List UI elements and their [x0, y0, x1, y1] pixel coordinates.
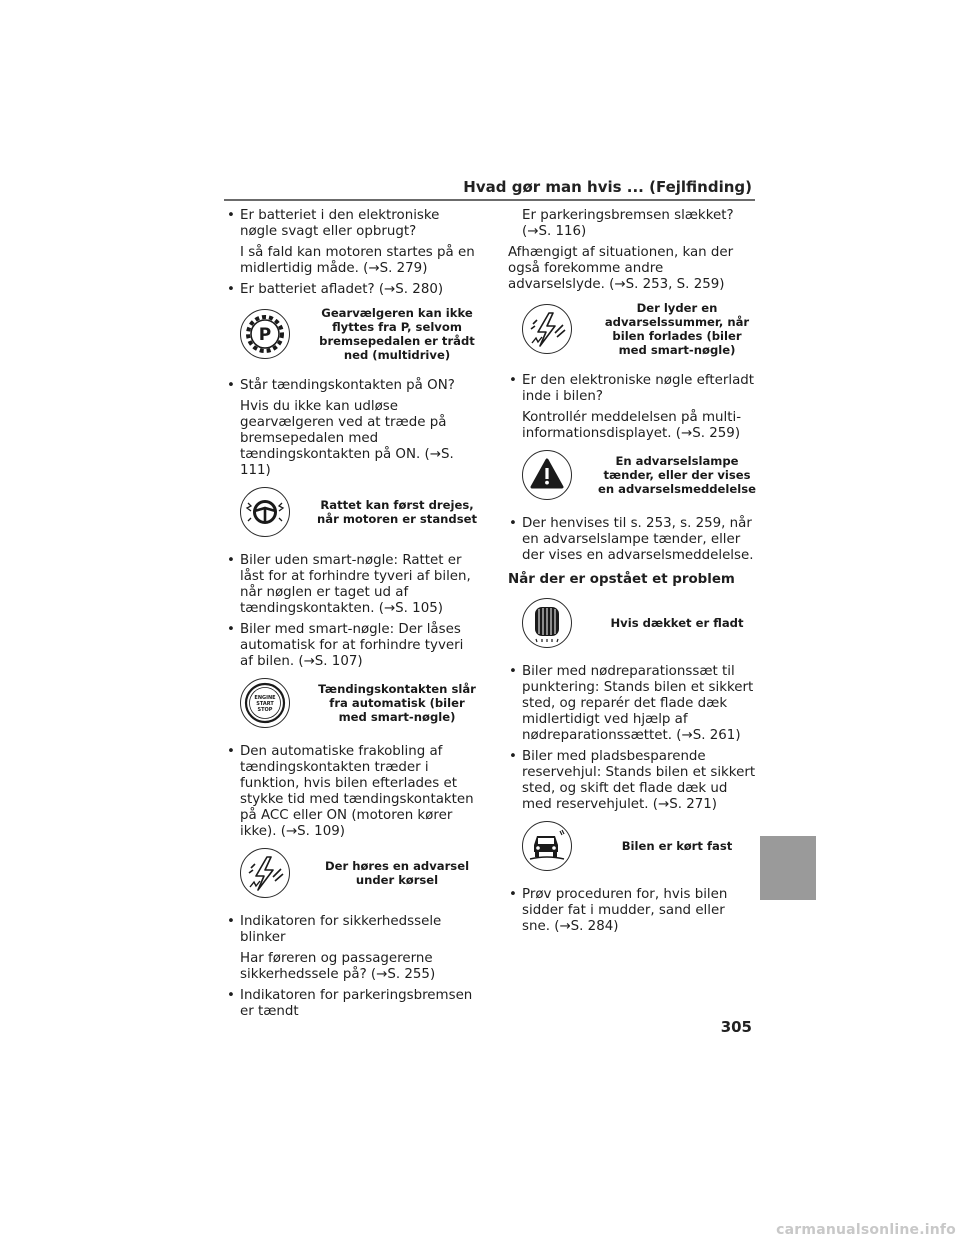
icon-row [508, 598, 756, 648]
icon-caption: Tændingskontakten slår fra automatisk (biler med smart-nøgle) [318, 682, 476, 724]
watermark: carmanualsonline.info [776, 1222, 956, 1238]
bullet-item: • Biler med pladsbesparende reservehjul: Stands bilen et sikkert sted, og skift det flade dæk ud med reservehjulet. (→S. 271) [509, 749, 756, 812]
bullet-item: • Biler med smart-nøgle: Der låses automatisk for at forhindre tyveri af bilen. (→S. 107) [227, 622, 464, 669]
bullet-item: • Prøv proceduren for, hvis bilen sidder fat i mudder, sand eller sne. (→S. 284) [509, 887, 728, 934]
bullet-item: • Står tændingskontakten på ON? [227, 378, 455, 393]
icon-row [226, 848, 478, 898]
engine-btn-text: ENGINE [254, 695, 276, 701]
page-header: Hvad gør man hvis ... (Fejlfinding) [463, 178, 752, 196]
chapter-tab [760, 836, 816, 900]
bullet-subtext: I så fald kan motoren startes på en midlertidig måde. (→S. 279) [240, 245, 475, 276]
page-number: 305 [720, 1018, 752, 1036]
icon-row [508, 301, 756, 357]
stuck-car-icon [522, 821, 572, 871]
bullet-subtext: Kontrollér meddelelsen på multi-informationsdisplayet. (→S. 259) [522, 410, 742, 441]
icon-caption: Der lyder en advarselssummer, når bilen forlades (biler med smart-nøgle) [604, 301, 750, 357]
icon-row [226, 306, 478, 362]
icon-caption: Gearvælgeren kan ikke flyttes fra P, selvom bremsepedalen er trådt ned (multidrive) [319, 306, 475, 362]
engine-start-stop-icon [240, 678, 290, 728]
bullet-item: • Biler uden smart-nøgle: Rattet er låst for at forhindre tyveri af bilen, når nøglen er taget ud af tændingskontakten. (→S. 105) [227, 553, 471, 616]
icon-caption: Rattet kan først drejes, når motoren er standset [317, 498, 477, 526]
header-divider [224, 199, 755, 201]
warning-buzzer-icon [240, 848, 290, 898]
bullet-item: • Er batteriet afladet? (→S. 280) [227, 282, 444, 297]
right-column [508, 208, 756, 940]
icon-row [508, 821, 756, 871]
left-column [226, 208, 478, 1025]
bullet-subtext: Har føreren og passagererne sikkerhedssele på? (→S. 255) [240, 951, 436, 982]
bullet-item: • Biler med nødreparationssæt til punktering: Stands bilen et sikkert sted, og reparér det flade dæk midlertidigt ved hjælp af nødreparationssættet. (→S. 261) [509, 664, 754, 743]
bullet-item: • Indikatoren for sikkerhedssele blinker [227, 914, 442, 945]
flat-tire-icon [522, 598, 572, 648]
icon-row [226, 678, 478, 728]
icon-row [508, 450, 756, 500]
engine-btn-text: START [256, 701, 274, 707]
section-heading: Når der er opstået et problem [508, 572, 735, 587]
warning-triangle-icon [522, 450, 572, 500]
bullet-item: • Der henvises til s. 253, s. 259, når en advarselslampe tænder, eller der vises en advarselsmeddelelse. [509, 516, 754, 563]
bullet-item: • Indikatoren for parkeringsbremsen er tændt [227, 988, 473, 1019]
icon-caption: En advarselslampe tænder, eller der vises en advarselsmeddelelse [598, 454, 756, 496]
bullet-subtext: Hvis du ikke kan udløse gearvælgeren ved at træde på bremsepedalen med tændingskontakten på ON. (→S. 111) [240, 399, 454, 478]
icon-row [226, 487, 478, 537]
continued-text: Er parkeringsbremsen slækket? (→S. 116) [522, 208, 734, 239]
steering-lock-icon [240, 487, 290, 537]
engine-btn-text: STOP [257, 707, 273, 713]
bullet-item: • Den automatiske frakobling af tændingskontakten træder i funktion, hvis bilen efterlades et stykke tid med tændingskontakten på ACC eller ON (motoren kører ikke). (→S. 109) [227, 744, 474, 839]
paragraph: Afhængigt af situationen, kan der også forekomme andre advarselslyde. (→S. 253, S. 259) [508, 245, 734, 292]
icon-caption: Hvis dækket er fladt [610, 616, 744, 630]
icon-caption: Der høres en advarsel under kørsel [324, 859, 470, 887]
warning-buzzer-icon [522, 304, 572, 354]
bullet-item: • Er den elektroniske nøgle efterladt inde i bilen? [509, 373, 755, 404]
bullet-item: • Er batteriet i den elektroniske nøgle svagt eller opbrugt? [227, 208, 440, 239]
gear-p-icon [240, 309, 290, 359]
icon-caption: Bilen er kørt fast [621, 839, 733, 853]
svg-text:P: P [258, 325, 272, 345]
